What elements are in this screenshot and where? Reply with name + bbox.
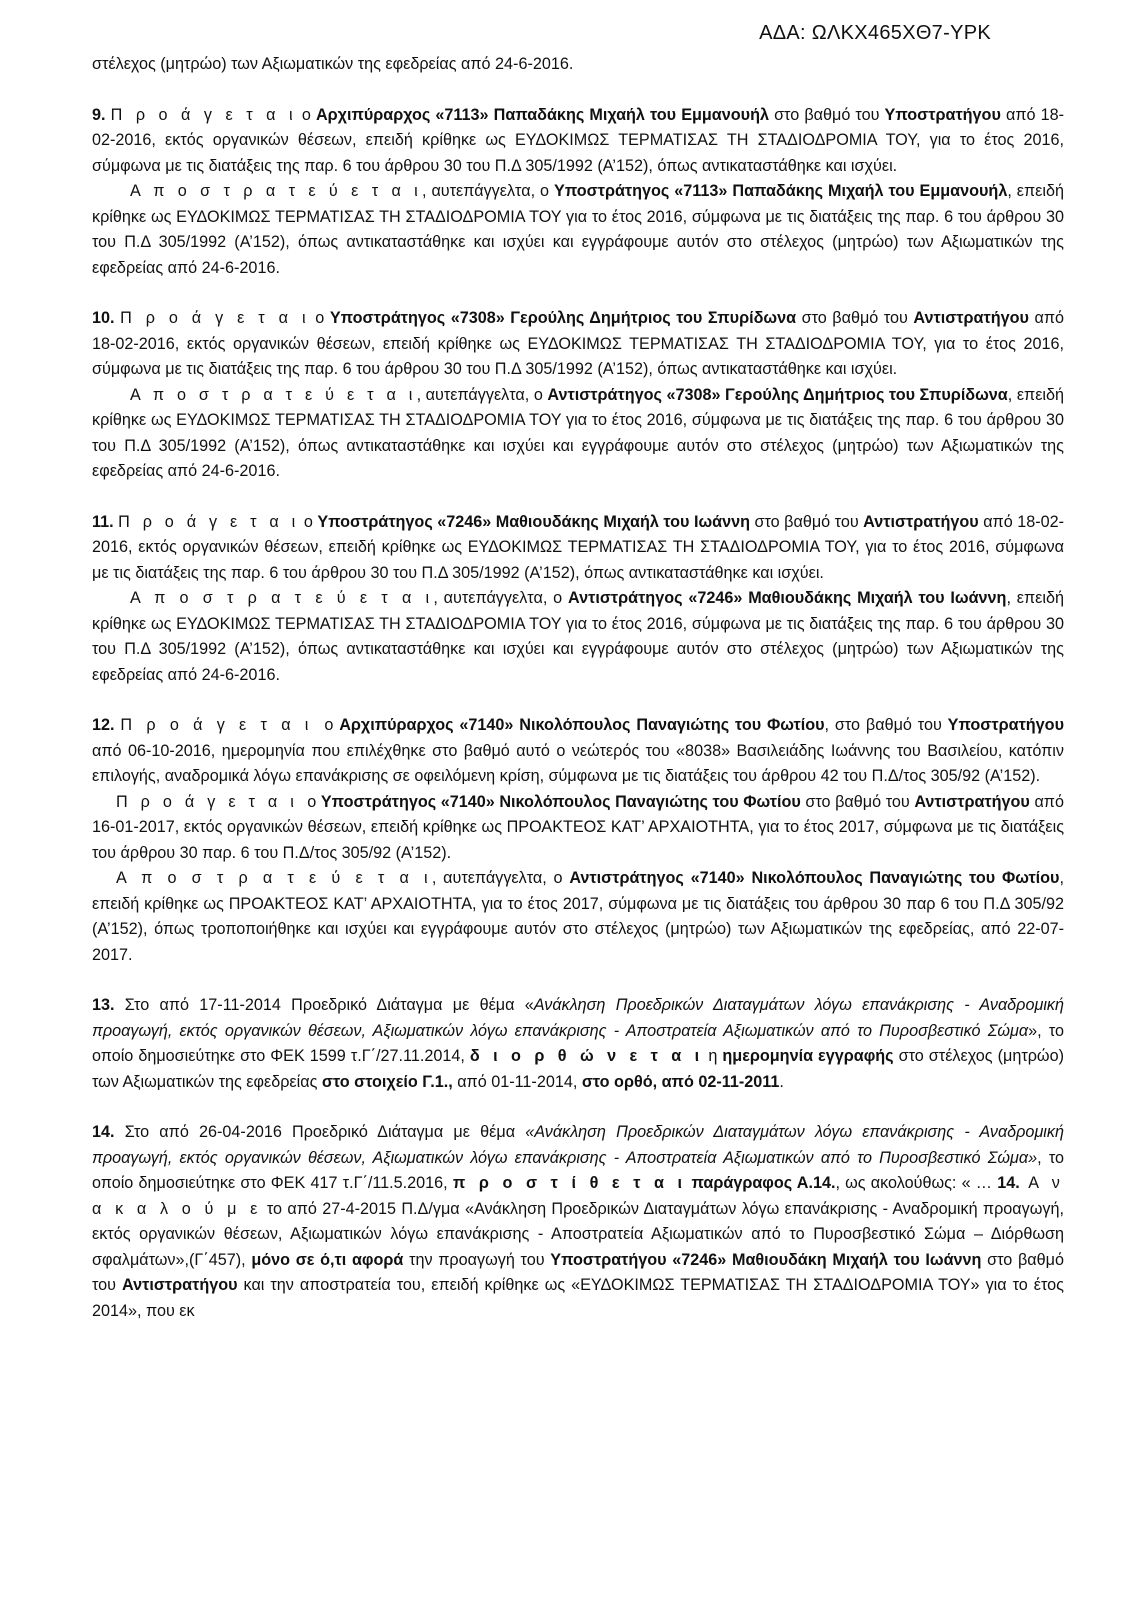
item-12-promotion-1: 12. Π ρ ο ά γ ε τ α ι ο Αρχιπύραρχος «7140» Νικολόπουλος Παναγιώτης του Φωτίου, στο βαθμό του Υποστρατήγου από 06-10-2016, ημερομηνία που επιλέχθηκε στο βαθμό αυτό ο νεώτερός του «8038» Βασιλειάδης Ιωάννης του Βασιλείου, κατόπιν επιλογής, αναδρομικά λόγω επανάκρισης σε οφειλόμενη κρίση, σύμφωνα με τις διατάξεις του άρθρου 42 του Π.Δ/τος 305/92 (Α’152). [92,716,1064,785]
item-number: 13. [92,996,115,1014]
rank: Αντιστρατήγου [863,512,979,531]
apostrateuetai-word: Α π ο σ τ ρ α τ ε ύ ε τ α ι [130,589,434,607]
item-11-retirement: Α π ο σ τ ρ α τ ε ύ ε τ α ι, αυτεπάγγελτα, ο Αντιστράτηγος «7246» Μαθιουδάκης Μιχαήλ του Ιωάννη, επειδή κρίθηκε ως ΕΥΔΟΚΙΜΩΣ ΤΕΡΜΑΤΙΣΑΣ ΤΗ ΣΤΑΔΙΟΔΡΟΜΙΑ ΤΟΥ για το έτος 2016, σύμφωνα με τις διατάξεις της παρ. 6 του άρθρου 30 του Π.Δ 305/1992 (Α’152), όπως αντικαταστάθηκε και ισχύει και εγγράφουμε αυτόν στο στέλεχος (μητρώο) των Αξιωματικών της εφεδρείας από 24-6-2016. [92,589,1065,684]
item-9-retirement: Α π ο σ τ ρ α τ ε ύ ε τ α ι, αυτεπάγγελτα, ο Υποστράτηγος «7113» Παπαδάκης Μιχαήλ του Εμμανουήλ, επειδή κρίθηκε ως ΕΥΔΟΚΙΜΩΣ ΤΕΡΜΑΤΙΣΑΣ ΤΗ ΣΤΑΔΙΟΔΡΟΜΙΑ ΤΟΥ για το έτος 2016, σύμφωνα με τις διατάξεις της παρ. 6 του άρθρου 30 του Π.Δ 305/1992 (Α’152), όπως αντικαταστάθηκε και ισχύει και εγγράφουμε αυτόν στο στέλεχος (μητρώο) των Αξιωματικών της εφεδρείας από 24-6-2016. [92,182,1065,277]
proagetai-word: Π ρ ο ά γ ε τ α ι [120,716,313,734]
apostrateuetai-word: Α π ο σ τ ρ α τ ε ύ ε τ α ι [130,385,417,404]
item-11 [92,510,1064,689]
officer-name: Υποστράτηγος «7113» Παπαδάκης Μιχαήλ του Εμμανουήλ [554,182,1008,200]
officer-name: Υποστράτηγος «7140» Νικολόπουλος Παναγιώτης του Φωτίου [320,792,801,811]
officer-name: Υποστράτηγος «7308» Γερούλης Δημήτριος του Σπυρίδωνα [329,309,797,327]
item-13-text: 13. Στο από 17-11-2014 Προεδρικό Διάταγμα με θέμα «Ανάκληση Προεδρικών Διαταγμάτων λόγω επανάκρισης - Αναδρομική προαγωγή, εκτός οργανικών θέσεων, Αξιωματικών λόγω επανάκρισης - Αποστρατεία Αξιωματικών από το Πυροσβεστικό Σώμα», το οποίο δημοσιεύτηκε στο ΦΕΚ 1599 τ.Γ΄/27.11.2014, δ ι ο ρ θ ώ ν ε τ α ι η ημερομηνία εγγραφής στο στέλεχος (μητρώο) των Αξιωματικών της εφεδρείας στο στοιχείο Γ.1., από 01-11-2014, στο ορθό, από 02-11-2011. [92,996,1064,1091]
item-number: 14. [92,1123,115,1141]
proagetai-word: Π ρ ο ά γ ε τ α ι [120,309,310,327]
ada-code: ΑΔΑ: ΩΛΚΧ465ΧΘ7-ΥΡΚ [759,22,991,44]
promotion-text: από 16-01-2017, εκτός οργανικών θέσεων, επειδή κρίθηκε ως ΠΡΟΑΚΤΕΟΣ ΚΑΤ’ ΑΡΧΑΙΟΤΗΤΑ, για το έτος 2017, σύμφωνα με τις διατάξεις του άρθρου 30 παρ. 6 του Π.Δ/τος 305/92 (Α’152). [92,792,1064,862]
item-9 [92,103,1064,282]
promotion-text: από 06-10-2016, ημερομηνία που επιλέχθηκε στο βαθμό αυτό ο νεώτερός του «8038» Βασιλειάδης Ιωάννης του Βασιλείου, κατόπιν επιλογής, αναδρομικά λόγω επανάκρισης σε οφειλόμενη κρίση, σύμφωνα με τις διατάξεις του άρθρου 42 του Π.Δ/τος 305/92 (Α’152). [92,741,1064,785]
retirement-text: επειδή κρίθηκε ως ΕΥΔΟΚΙΜΩΣ ΤΕΡΜΑΤΙΣΑΣ ΤΗ ΣΤΑΔΙΟΔΡΟΜΙΑ ΤΟΥ για το έτος 2016, σύμφωνα με τις διατάξεις της παρ. 6 του άρθρου 30 του Π.Δ 305/1992 (Α’152), όπως αντικαταστάθηκε και ισχύει και εγγράφουμε αυτόν στο στέλεχος (μητρώο) των Αξιωματικών της εφεδρείας από 24-6-2016. [92,385,1065,480]
proagetai-word: Π ρ ο ά γ ε τ α ι [110,105,297,124]
item-9-promotion: 9. Π ρ ο ά γ ε τ α ι ο Αρχιπύραρχος «7113» Παπαδάκης Μιχαήλ του Εμμανουήλ στο βαθμό του Υποστρατήγου από 18-02-2016, εκτός οργανικών θέσεων, επειδή κρίθηκε ως ΕΥΔΟΚΙΜΩΣ ΤΕΡΜΑΤΙΣΑΣ ΤΗ ΣΤΑΔΙΟΔΡΟΜΙΑ ΤΟΥ, για το έτος 2016, σύμφωνα με τις διατάξεις της παρ. 6 του άρθρου 30 του Π.Δ 305/1992 (Α’152), όπως αντικαταστάθηκε και ισχύει. [92,105,1065,175]
retirement-text: επειδή κρίθηκε ως ΕΥΔΟΚΙΜΩΣ ΤΕΡΜΑΤΙΣΑΣ ΤΗ ΣΤΑΔΙΟΔΡΟΜΙΑ ΤΟΥ για το έτος 2016, σύμφωνα με τις διατάξεις της παρ. 6 του άρθρου 30 του Π.Δ 305/1992 (Α’152), όπως αντικαταστάθηκε και ισχύει και εγγράφουμε αυτόν στο στέλεχος (μητρώο) των Αξιωματικών της εφεδρείας από 24-6-2016. [92,182,1065,277]
promotion-text: από 18-02-2016, εκτός οργανικών θέσεων, επειδή κρίθηκε ως ΕΥΔΟΚΙΜΩΣ ΤΕΡΜΑΤΙΣΑΣ ΤΗ ΣΤΑΔΙΟΔΡΟΜΙΑ ΤΟΥ, για το έτος 2016, σύμφωνα με τις διατάξεις της παρ. 6 του άρθρου 30 του Π.Δ 305/1992 (Α’152), όπως αντικαταστάθηκε και ισχύει. [92,512,1065,582]
diorthonetai-word: δ ι ο ρ θ ώ ν ε τ α ι [469,1047,704,1065]
item-12-promotion-2: Π ρ ο ά γ ε τ α ι ο Υποστράτηγος «7140» Νικολόπουλος Παναγιώτης του Φωτίου στο βαθμό του Αντιστρατήγου από 16-01-2017, εκτός οργανικών θέσεων, επειδή κρίθηκε ως ΠΡΟΑΚΤΕΟΣ ΚΑΤ’ ΑΡΧΑΙΟΤΗΤΑ, για το έτος 2017, σύμφωνα με τις διατάξεις του άρθρου 30 παρ. 6 του Π.Δ/τος 305/92 (Α’152). [92,792,1064,862]
rank: Υποστρατήγου [947,716,1064,734]
rank: Αντιστρατήγου [914,792,1030,811]
item-number: 9. [92,105,106,124]
item-12 [92,713,1064,968]
item-number: 12. [92,716,115,734]
officer-name: Υποστρατήγου «7246» Μαθιουδάκη Μιχαήλ του Ιωάννη [550,1250,982,1269]
item-10-promotion: 10. Π ρ ο ά γ ε τ α ι ο Υποστράτηγος «7308» Γερούλης Δημήτριος του Σπυρίδωνα στο βαθμό του Αντιστρατήγου από 18-02-2016, εκτός οργανικών θέσεων, επειδή κρίθηκε ως ΕΥΔΟΚΙΜΩΣ ΤΕΡΜΑΤΙΣΑΣ ΤΗ ΣΤΑΔΙΟΔΡΟΜΙΑ ΤΟΥ, για το έτος 2016, σύμφωνα με τις διατάξεις της παρ. 6 του άρθρου 30 του Π.Δ 305/1992 (Α’152), όπως αντικαταστάθηκε και ισχύει. [92,309,1064,378]
promotion-text: από 18-02-2016, εκτός οργανικών θέσεων, επειδή κρίθηκε ως ΕΥΔΟΚΙΜΩΣ ΤΕΡΜΑΤΙΣΑΣ ΤΗ ΣΤΑΔΙΟΔΡΟΜΙΑ ΤΟΥ, για το έτος 2016, σύμφωνα με τις διατάξεις της παρ. 6 του άρθρου 30 του Π.Δ 305/1992 (Α’152), όπως αντικαταστάθηκε και ισχύει. [92,309,1064,378]
retirement-text: επειδή κρίθηκε ως ΠΡΟΑΚΤΕΟΣ ΚΑΤ’ ΑΡΧΑΙΟΤΗΤΑ, για το έτος 2017, σύμφωνα με τις διατάξεις του άρθρου 30 παρ 6 του Π.Δ 305/92 (Α’152), όπως τροποποιήθηκε και ισχύει και εγγράφουμε αυτόν στο στέλεχος (μητρώο) των Αξιωματικών της εφεδρείας, από 22-07-2017. [92,894,1064,964]
proagetai-word: Π ρ ο ά γ ε τ α ι [116,792,299,811]
decree-title: Ανάκληση Προεδρικών Διαταγμάτων λόγω επανάκρισης - Αναδρομική προαγωγή, εκτός οργανικών θέσεων, Αξιωματικών λόγω επανάκρισης - Αποστρατεία Αξιωματικών από το Πυροσβεστικό Σώμα [92,996,1064,1040]
retirement-text: επειδή κρίθηκε ως ΕΥΔΟΚΙΜΩΣ ΤΕΡΜΑΤΙΣΑΣ ΤΗ ΣΤΑΔΙΟΔΡΟΜΙΑ ΤΟΥ για το έτος 2016, σύμφωνα με τις διατάξεις της παρ. 6 του άρθρου 30 του Π.Δ 305/1992 (Α’152), όπως αντικαταστάθηκε και ισχύει και εγγράφουμε αυτόν στο στέλεχος (μητρώο) των Αξιωματικών της εφεδρείας από 24-6-2016. [92,589,1065,684]
officer-name: Υποστράτηγος «7246» Μαθιουδάκης Μιχαήλ του Ιωάννη [317,512,750,531]
officer-name: Αντιστράτηγος «7246» Μαθιουδάκης Μιχαήλ του Ιωάννη [568,589,1007,607]
item-10-retirement: Α π ο σ τ ρ α τ ε ύ ε τ α ι, αυτεπάγγελτα, ο Αντιστράτηγος «7308» Γερούλης Δημήτριος του Σπυρίδωνα, επειδή κρίθηκε ως ΕΥΔΟΚΙΜΩΣ ΤΕΡΜΑΤΙΣΑΣ ΤΗ ΣΤΑΔΙΟΔΡΟΜΙΑ ΤΟΥ για το έτος 2016, σύμφωνα με τις διατάξεις της παρ. 6 του άρθρου 30 του Π.Δ 305/1992 (Α’152), όπως αντικαταστάθηκε και ισχύει και εγγράφουμε αυτόν στο στέλεχος (μητρώο) των Αξιωματικών της εφεδρείας από 24-6-2016. [92,385,1065,480]
apostrateuetai-word: Α π ο σ τ ρ α τ ε ύ ε τ α ι [130,182,422,200]
item-number: 11. [92,512,114,531]
officer-name: Αρχιπύραρχος «7140» Νικολόπουλος Παναγιώτης του Φωτίου [339,716,825,734]
item-10 [92,306,1064,485]
item-number: 10. [92,309,115,327]
rank: Αντιστρατήγου [913,309,1029,327]
rank: Αντιστρατήγου [122,1276,238,1294]
item-11-promotion: 11. Π ρ ο ά γ ε τ α ι ο Υποστράτηγος «7246» Μαθιουδάκης Μιχαήλ του Ιωάννη στο βαθμό του Αντιστρατήγου από 18-02-2016, εκτός οργανικών θέσεων, επειδή κρίθηκε ως ΕΥΔΟΚΙΜΩΣ ΤΕΡΜΑΤΙΣΑΣ ΤΗ ΣΤΑΔΙΟΔΡΟΜΙΑ ΤΟΥ, για το έτος 2016, σύμφωνα με τις διατάξεις της παρ. 6 του άρθρου 30 του Π.Δ 305/1992 (Α’152), όπως αντικαταστάθηκε και ισχύει. [92,512,1065,582]
item-14 [92,1120,1064,1324]
continuation-line: στέλεχος (μητρώο) των Αξιωματικών της εφεδρείας από 24-6-2016. [92,55,574,73]
document-body [92,52,1064,1324]
anakaloume-word: Α ν α κ α λ ο ύ μ ε [92,1174,1064,1218]
item-13 [92,993,1064,1095]
officer-name: Αντιστράτηγος «7140» Νικολόπουλος Παναγιώτης του Φωτίου [569,869,1060,887]
proagetai-word: Π ρ ο ά γ ε τ α ι [118,512,300,531]
rank: Υποστρατήγου [884,105,1001,124]
decree-title: «Ανάκληση Προεδρικών Διαταγμάτων λόγω επανάκρισης - Αναδρομική προαγωγή, εκτός οργανικών θέσεων, Αξιωματικών λόγω επανάκρισης - Αποστρατεία Αξιωματικών από το Πυροσβεστικό Σώμα» [92,1123,1064,1167]
item-14-text: 14. Στο από 26-04-2016 Προεδρικό Διάταγμα με θέμα «Ανάκληση Προεδρικών Διαταγμάτων λόγω επανάκρισης - Αναδρομική προαγωγή, εκτός οργανικών θέσεων, Αξιωματικών λόγω επανάκρισης - Αποστρατεία Αξιωματικών από το Πυροσβεστικό Σώμα», το οποίο δημοσιεύτηκε στο ΦΕΚ 417 τ.Γ΄/11.5.2016, π ρ ο σ τ ί θ ε τ α ι παράγραφος Α.14., ως ακολούθως: « … 14. Α ν α κ α λ ο ύ μ ε το από 27-4-2015 Π.Δ/γμα «Ανάκληση Προεδρικών Διαταγμάτων λόγω επανάκρισης - Αναδρομική προαγωγή, εκτός οργανικών θέσεων, Αξιωματικών λόγω επανάκρισης - Αποστρατεία Αξιωματικών από το Πυροσβεστικό Σώμα – Διόρθωση σφαλμάτων»,(Γ΄457), μόνο σε ό,τι αφορά την προαγωγή του Υποστρατήγου «7246» Μαθιουδάκη Μιχαήλ του Ιωάννη στο βαθμό του Αντιστρατήγου και την αποστρατεία του, επειδή κρίθηκε ως «ΕΥΔΟΚΙΜΩΣ ΤΕΡΜΑΤΙΣΑΣ ΤΗ ΣΤΑΔΙΟΔΡΟΜΙΑ ΤΟΥ» για το έτος 2014», που εκ [92,1123,1064,1320]
officer-name: Αρχιπύραρχος «7113» Παπαδάκης Μιχαήλ του Εμμανουήλ [315,105,769,124]
prostithetai-word: π ρ ο σ τ ί θ ε τ α ι [452,1174,687,1192]
officer-name: Αντιστράτηγος «7308» Γερούλης Δημήτριος του Σπυρίδωνα [547,385,1008,404]
item-12-retirement: Α π ο σ τ ρ α τ ε ύ ε τ α ι, αυτεπάγγελτα, ο Αντιστράτηγος «7140» Νικολόπουλος Παναγιώτης του Φωτίου, επειδή κρίθηκε ως ΠΡΟΑΚΤΕΟΣ ΚΑΤ’ ΑΡΧΑΙΟΤΗΤΑ, για το έτος 2017, σύμφωνα με τις διατάξεις του άρθρου 30 παρ 6 του Π.Δ 305/92 (Α’152), όπως τροποποιήθηκε και ισχύει και εγγράφουμε αυτόν στο στέλεχος (μητρώο) των Αξιωματικών της εφεδρείας, από 22-07-2017. [92,869,1064,964]
promotion-text: από 18-02-2016, εκτός οργανικών θέσεων, επειδή κρίθηκε ως ΕΥΔΟΚΙΜΩΣ ΤΕΡΜΑΤΙΣΑΣ ΤΗ ΣΤΑΔΙΟΔΡΟΜΙΑ ΤΟΥ, για το έτος 2016, σύμφωνα με τις διατάξεις της παρ. 6 του άρθρου 30 του Π.Δ 305/1992 (Α’152), όπως αντικαταστάθηκε και ισχύει. [92,105,1065,175]
apostrateuetai-word: Α π ο σ τ ρ α τ ε ύ ε τ α ι [116,869,432,887]
